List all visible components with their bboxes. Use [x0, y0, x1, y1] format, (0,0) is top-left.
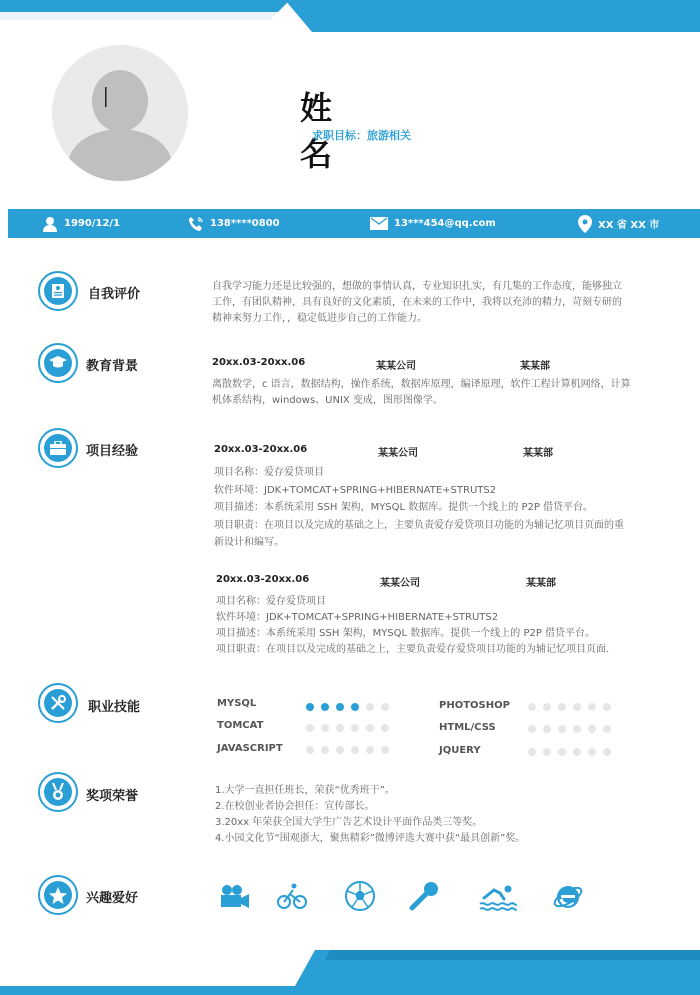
skill-dot-empty: [366, 724, 374, 732]
project-line: 项目职责：在项目以及完成的基础之上，主要负责爱存爱贷项目功能的为辅记忆项目页面.: [216, 644, 610, 655]
self-eval-title: 自我评价: [88, 287, 141, 302]
project-line: 软件环境：JDK+TOMCAT+SPRING+HIBERNATE+STRUTS2: [214, 484, 497, 496]
project-title: 项目经验: [86, 444, 139, 459]
award-item: 4.小园文化节“围观浙大，聚焦精彩”微博评选大赛中获“最具创新”奖。: [215, 833, 526, 844]
microphone-icon: [408, 880, 440, 912]
project-1-details: [214, 464, 674, 552]
skill-dot-empty: [336, 724, 344, 732]
skill-dots: [528, 725, 611, 733]
award-item: 2.在校创业者协会担任：宣传部长。: [215, 801, 375, 812]
education-line: 离散数学，c 语言，数据结构，操作系统，数据库原理，编译原理，软件工程计算机网络，计算: [212, 379, 631, 390]
skill-dot-empty: [351, 724, 359, 732]
education-dept: 某某部: [520, 361, 550, 372]
skill-name: TOMCAT: [217, 720, 264, 731]
skill-dot-empty: [543, 703, 551, 711]
skill-dot-filled: [351, 703, 359, 711]
project-1-dept: 某某部: [523, 448, 553, 459]
football-icon: [344, 880, 376, 912]
education-line: 机体系结构，windows、UNIX 变成，图形图像学。: [212, 395, 443, 406]
skill-dots: [306, 746, 389, 754]
email-info: [370, 209, 496, 238]
awards-section-icon: [38, 772, 78, 812]
job-objective: 求职目标：旅游相关: [312, 129, 411, 142]
education-courses: [212, 377, 672, 409]
skill-dot-empty: [588, 703, 596, 711]
graduation-cap-icon: [49, 356, 67, 370]
birth-info: [42, 209, 120, 238]
hobbies-section-icon: [38, 875, 78, 915]
self-eval-section-icon: [38, 271, 78, 311]
skill-dot-empty: [558, 703, 566, 711]
contact-info-bar: [8, 209, 700, 238]
skill-dot-empty: [603, 703, 611, 711]
awards-title: 奖项荣誉: [86, 789, 139, 804]
resume-doc-icon: [51, 283, 65, 299]
person-icon: [42, 216, 58, 232]
skill-dot-empty: [558, 725, 566, 733]
skill-dot-empty: [528, 703, 536, 711]
skill-dots: [306, 703, 389, 711]
skill-name: JAVASCRIPT: [217, 743, 283, 754]
location-pin-icon: [578, 215, 592, 233]
briefcase-icon: [50, 441, 66, 455]
skill-dot-empty: [588, 748, 596, 756]
award-item: 1.大学一直担任班长，荣获“优秀班干”。: [215, 785, 395, 796]
self-eval-text: [212, 279, 672, 327]
bottom-corner-decoration: [0, 950, 700, 995]
self-eval-line: 精神来努力工作，，稳定低进步自己的工作能力。: [212, 313, 427, 324]
bicycle-icon: [276, 880, 308, 912]
skill-dot-empty: [306, 746, 314, 754]
project-1-date: 20xx.03-20xx.06: [214, 444, 308, 455]
phone-number: 138****0800: [210, 218, 280, 229]
skill-name: HTML/CSS: [439, 722, 496, 733]
skill-dot-filled: [336, 703, 344, 711]
mail-icon: [370, 217, 388, 230]
skill-dot-empty: [336, 746, 344, 754]
skill-name: MYSQL: [217, 698, 257, 709]
project-line: 项目描述：本系统采用 SSH 架构，MYSQL 数据库。提供一个线上的 P2P 借贷平台。: [214, 502, 594, 513]
candidate-name: 姓 名: [300, 89, 355, 173]
skill-dot-empty: [573, 703, 581, 711]
skill-dot-empty: [573, 725, 581, 733]
skill-dot-empty: [381, 703, 389, 711]
education-title: 教育背景: [86, 359, 139, 374]
project-1-company: 某某公司: [378, 448, 418, 459]
project-line: 项目描述：本系统采用 SSH 架构，MYSQL 数据库。提供一个线上的 P2P 借贷平台。: [216, 628, 596, 639]
skill-dot-empty: [321, 724, 329, 732]
skill-dot-empty: [381, 724, 389, 732]
project-2-date: 20xx.03-20xx.06: [216, 574, 310, 585]
award-item: 3.20xx 年荣获全国大学生广告艺术设计平面作品类三等奖。: [215, 817, 483, 828]
self-eval-line: 工作，有团队精神，具有良好的文化素质，在未来的工作中，我将以充沛的精力，苛刻专研的: [212, 297, 622, 308]
skill-dot-empty: [351, 746, 359, 754]
skill-dot-empty: [366, 703, 374, 711]
project-section-icon: [38, 428, 78, 468]
email-address: 13***454@qq.com: [394, 218, 496, 229]
project-2-company: 某某公司: [380, 578, 420, 589]
skill-dot-empty: [321, 746, 329, 754]
project-line: 项目名称：爱存爱贷项目: [214, 467, 324, 478]
project-line: 项目职责：在项目以及完成的基础之上，主要负责爱存爱贷项目功能的为辅记忆项目页面的重: [214, 519, 624, 531]
skill-name: JQUERY: [439, 745, 481, 756]
skill-dot-empty: [543, 725, 551, 733]
education-section-icon: [38, 343, 78, 383]
skill-dot-empty: [603, 725, 611, 733]
location-info: [578, 209, 659, 238]
star-icon: [49, 887, 67, 904]
avatar-placeholder-icon: [52, 45, 188, 181]
skills-section-icon: [38, 683, 78, 723]
internet-explorer-icon: [552, 880, 584, 912]
self-eval-line: 自我学习能力还是比较强的，想做的事情认真，专业知识扎实，有几集的工作态度，能够独立: [212, 281, 622, 292]
skill-dot-empty: [381, 746, 389, 754]
awards-list: [215, 783, 675, 847]
skill-dot-empty: [528, 725, 536, 733]
skill-dot-empty: [366, 746, 374, 754]
skill-dots: [306, 724, 389, 732]
swimming-icon: [478, 880, 518, 912]
avatar: [52, 45, 188, 181]
education-date: 20xx.03-20xx.06: [212, 357, 306, 368]
project-line: 新设计和编写。: [214, 537, 284, 548]
skill-dot-filled: [321, 703, 329, 711]
skill-dot-empty: [528, 748, 536, 756]
skill-dot-empty: [306, 724, 314, 732]
location-text: XX 省 XX 市: [598, 220, 660, 231]
camera-icon: [218, 880, 250, 912]
project-2-details: [216, 594, 676, 658]
skill-dot-empty: [543, 748, 551, 756]
skill-dot-empty: [558, 748, 566, 756]
tools-icon: [50, 695, 66, 711]
skill-dots: [528, 703, 611, 711]
project-line: 项目名称：爱存爱贷项目: [216, 596, 326, 607]
skill-dot-empty: [573, 748, 581, 756]
skills-title: 职业技能: [88, 700, 141, 715]
medal-icon: [51, 783, 65, 801]
top-corner-decoration: [0, 0, 700, 32]
phone-icon: [188, 216, 204, 232]
skill-dots: [528, 748, 611, 756]
skill-dot-empty: [588, 725, 596, 733]
skill-dot-filled: [306, 703, 314, 711]
project-line: 软件环境：JDK+TOMCAT+SPRING+HIBERNATE+STRUTS2: [216, 612, 499, 623]
birth-date: 1990/12/1: [64, 218, 121, 229]
phone-info: [188, 209, 280, 238]
skill-name: PHOTOSHOP: [439, 700, 510, 711]
hobbies-title: 兴趣爱好: [86, 891, 139, 906]
skill-dot-empty: [603, 748, 611, 756]
education-company: 某某公司: [376, 361, 416, 372]
project-2-dept: 某某部: [526, 578, 556, 589]
